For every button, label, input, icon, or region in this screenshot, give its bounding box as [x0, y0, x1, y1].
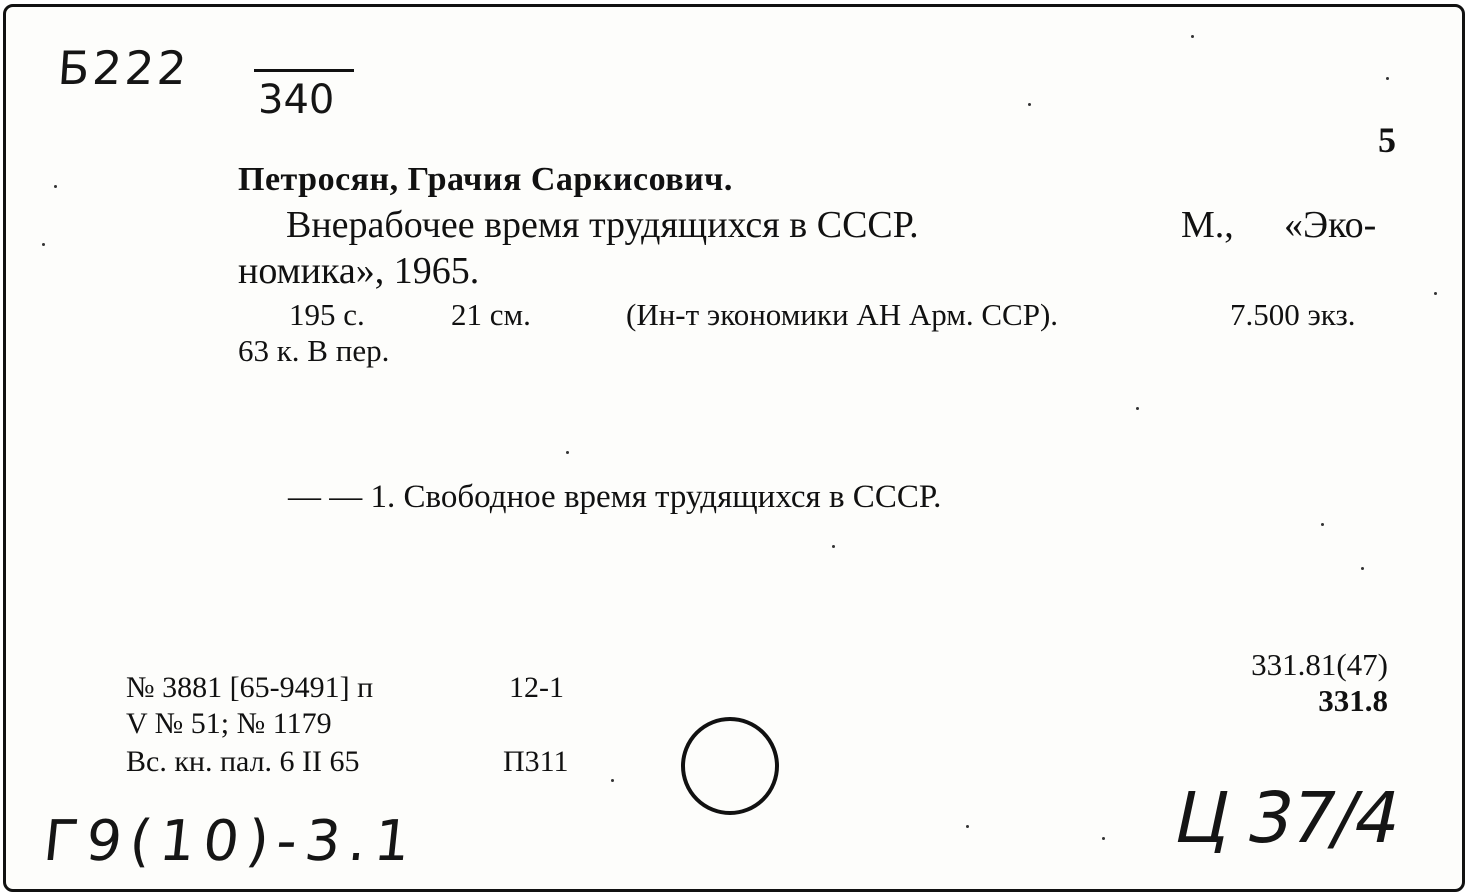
desc-copies: 7.500 экз.: [1230, 297, 1356, 332]
title-line-1: Внерабочее время трудящихся в СССР.: [286, 204, 919, 246]
speck: [832, 545, 835, 548]
subject-heading: — — 1. Свободное время трудящихся в СССР.: [288, 479, 942, 515]
speck: [1321, 523, 1324, 526]
speck: [1191, 35, 1194, 38]
registration-line-3: Вс. кн. пал. 6 II 65: [126, 745, 360, 778]
speck: [1136, 407, 1139, 410]
shelf-mark-sub: 340: [258, 77, 335, 123]
speck: [566, 451, 569, 454]
classification-code-1: 331.81(47): [1251, 647, 1388, 682]
handwritten-shelf-code: Г9(10)-3.1: [40, 809, 422, 874]
classification-code-2: 331.8: [1318, 683, 1388, 718]
author-heading: Петросян, Грачия Саркисович.: [238, 161, 733, 198]
shelf-mark: Б222: [56, 41, 192, 95]
title-publisher: «Эко-: [1284, 204, 1377, 246]
speck: [42, 243, 45, 246]
speck: [1102, 837, 1105, 840]
speck: [966, 825, 969, 828]
speck: [54, 185, 57, 188]
speck: [1028, 103, 1031, 106]
handwritten-inventory-number: Ц 37/4: [1167, 777, 1407, 859]
speck: [611, 779, 614, 782]
registration-line-3b: П311: [503, 745, 569, 778]
speck: [1361, 567, 1364, 570]
speck: [1386, 77, 1389, 80]
title-line-2: номика», 1965.: [238, 250, 480, 292]
shelf-mark-fraction-line: [254, 69, 354, 72]
registration-line-1b: 12-1: [509, 671, 564, 704]
registration-line-1: № 3881 [65-9491] п: [126, 671, 374, 704]
title-city: М.,: [1181, 204, 1234, 246]
desc-pages: 195 с.: [289, 297, 365, 332]
circle-stamp-icon: [681, 717, 779, 815]
registration-line-2: V № 51; № 1179: [126, 707, 332, 740]
price: 63 к. В пер.: [238, 333, 390, 368]
speck: [1434, 292, 1437, 295]
card-number: 5: [1378, 120, 1396, 160]
desc-series: (Ин-т экономики АН Арм. ССР).: [626, 297, 1059, 332]
catalog-card: [3, 4, 1465, 892]
desc-size: 21 см.: [451, 297, 531, 332]
